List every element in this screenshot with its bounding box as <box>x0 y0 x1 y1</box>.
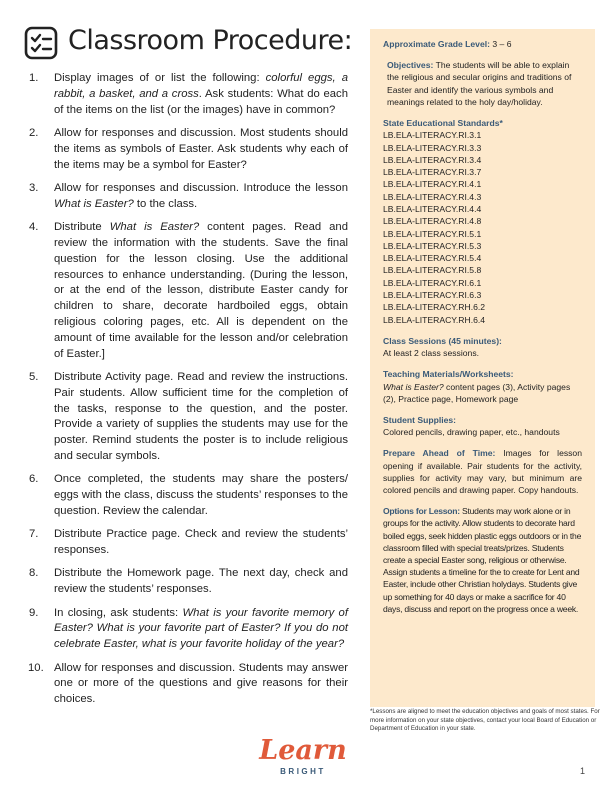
objectives-label: Objectives: <box>387 60 434 71</box>
step-text: What is Easter? <box>54 197 134 210</box>
standard-item: LB.ELA-LITERACY.RI.6.1 <box>383 277 482 288</box>
step-number: 8. <box>29 567 39 580</box>
procedure-step <box>29 71 348 118</box>
page-title: Classroom Procedure: <box>68 25 353 56</box>
grade-level-label: Approximate Grade Level: <box>383 39 490 49</box>
standard-item: LB.ELA-LITERACY.RI.5.1 <box>383 228 482 239</box>
step-text: Distribute Activity page. Read and review the instructions. Pair students. Allow sufficient time for the completion of the tasks, response to the question, and the poster. Provide a variety of supplies the students may use for the poster. Remind students the poster is to include religious and secular symbols. <box>54 370 348 462</box>
step-text: to the class. <box>133 197 198 210</box>
standard-item: LB.ELA-LITERACY.RI.3.3 <box>383 142 482 153</box>
standard-item: LB.ELA-LITERACY.RH.6.4 <box>383 314 486 325</box>
lesson-options-label: Options for Lesson: <box>383 506 460 517</box>
standard-item: LB.ELA-LITERACY.RI.3.7 <box>383 167 482 178</box>
step-number: 5. <box>29 370 39 383</box>
step-text: What is Easter? <box>109 221 200 234</box>
procedure-step <box>29 220 348 362</box>
objectives-text: The students will be able to explain the religious and secular origins and traditions of Easter and identify the various symbols and meanings related to the holy day/holiday. <box>387 60 572 107</box>
class-sessions-section <box>383 335 582 359</box>
procedure-step <box>29 527 348 559</box>
materials-title: What is Easter? <box>383 381 444 392</box>
standard-item: LB.ELA-LITERACY.RI.5.3 <box>383 240 482 251</box>
step-number: 4. <box>29 221 39 234</box>
student-supplies-label: Student Supplies: <box>383 414 457 425</box>
prepare-ahead-label: Prepare Ahead of Time: <box>383 448 496 459</box>
standards-label: State Educational Standards* <box>383 118 503 129</box>
teaching-materials-label: Teaching Materials/Worksheets: <box>383 369 514 380</box>
procedure-step <box>29 181 348 213</box>
step-number: 2. <box>29 126 39 139</box>
step-text: Once completed, the students may share the posters/ eggs with the class, discuss the students’ responses to the question. Review the calendar. <box>54 473 348 517</box>
objectives-section <box>383 59 582 108</box>
step-text: . Ask students: What do each of the items on the list (or the images) have in common? <box>54 87 348 116</box>
teaching-materials-section <box>383 368 582 405</box>
step-text: colorful eggs, a rabbit, a basket, and a cross <box>54 72 348 100</box>
step-text: Display images of or list the following: <box>54 72 266 84</box>
step-text: Allow for responses and discussion. Students may answer one or more of the questions and give reasons for their choices. <box>54 661 348 706</box>
step-text: content pages. Read and review the information with the students. Save the final question for the lesson closing. Use the additional resources to enhance understanding. (During the lesson, or at the end of the lesson, distribute Easter candy for children to share, decorate hardboiled eggs, obtain religious coloring pages, etc. All is dependent on the amount of time available for the lesson and/or celebration of Easter.] <box>54 221 348 360</box>
step-text: Distribute the Homework page. The next day, check and review the students’ responses. <box>54 567 348 596</box>
logo-subtitle: BRIGHT <box>280 767 326 776</box>
standards-list <box>383 129 582 326</box>
prepare-ahead-section <box>383 447 582 496</box>
learn-bright-logo <box>253 730 353 780</box>
step-text: Distribute Practice page. Check and review the students’ responses. <box>54 528 348 557</box>
procedure-list <box>29 71 348 716</box>
procedure-step <box>29 472 348 519</box>
logo-wordmark: Learn <box>259 735 347 766</box>
lesson-options-text: Students may work alone or in groups for the activity. Allow students to decorate hard boiled eggs, seek hidden plastic eggs outdoors or in the classroom filled with special treats/prizes. Students create a special Easter song, religious or otherwise. Assign students a timeline for the to create for Lent and Easter, include other Christian holydays. Students give up something for 40 days or make a sacrifice for 40 days, discuss and report on the progress once a week. <box>383 506 582 614</box>
step-number: 7. <box>29 528 39 541</box>
step-number: 6. <box>29 473 39 486</box>
step-text: Allow for responses and discussion. Introduce the lesson <box>54 181 348 194</box>
standard-item: LB.ELA-LITERACY.RI.4.1 <box>383 179 482 190</box>
procedure-step <box>29 661 348 708</box>
step-text: Allow for responses and discussion. Most students should the items as symbols of Easter. Ask students why each of the items may be a symbol for Easter? <box>54 126 348 171</box>
standard-item: LB.ELA-LITERACY.RI.4.8 <box>383 216 482 227</box>
standard-item: LB.ELA-LITERACY.RI.4.3 <box>383 191 482 202</box>
teaching-materials-text <box>383 381 582 405</box>
prepare-ahead-text: Images for lesson opening if available. Pair students for the activity, supplies for activity may vary, but minimum are colored pencils and drawing paper. Copy handouts. <box>383 448 582 495</box>
class-sessions-text: At least 2 class sessions. <box>383 348 480 359</box>
procedure-step <box>29 606 348 653</box>
page-number: 1 <box>580 766 586 776</box>
grade-level-value: 3 – 6 <box>492 39 512 49</box>
step-text: In closing, ask students: <box>54 606 183 619</box>
standard-item: LB.ELA-LITERACY.RI.5.4 <box>383 253 482 264</box>
step-text: What is your favorite memory of Easter? What is your favorite part of Easter? If you do not celebrate Easter, what is your favorite holiday of the year? <box>54 606 348 651</box>
procedure-step <box>29 370 348 465</box>
lesson-options-section <box>383 505 582 615</box>
student-supplies-section <box>383 414 582 438</box>
class-sessions-label: Class Sessions (45 minutes): <box>383 335 502 346</box>
student-supplies-text: Colored pencils, drawing paper, etc., handouts <box>383 427 560 438</box>
standard-item: LB.ELA-LITERACY.RI.6.3 <box>383 290 482 301</box>
materials-detail: content pages (3), Activity pages (2), Practice page, Homework page <box>383 381 571 404</box>
page-header <box>24 24 354 64</box>
standard-item: LB.ELA-LITERACY.RH.6.2 <box>383 302 486 313</box>
step-number: 1. <box>29 72 39 84</box>
standard-item: LB.ELA-LITERACY.RI.4.4 <box>383 204 482 214</box>
step-number: 9. <box>29 606 39 619</box>
standards-section <box>383 117 582 326</box>
step-text: Distribute <box>54 221 110 234</box>
grade-level <box>383 38 582 50</box>
checklist-icon <box>24 26 58 60</box>
standard-item: LB.ELA-LITERACY.RI.3.4 <box>383 154 482 165</box>
standard-item: LB.ELA-LITERACY.RI.3.1 <box>383 130 482 141</box>
standards-footnote: *Lessons are aligned to meet the education objectives and goals of most states. For more information on your state objectives, contact your local Board of Education or Department of Education in your state. <box>370 708 600 733</box>
procedure-step <box>29 126 348 173</box>
standard-item: LB.ELA-LITERACY.RI.5.8 <box>383 265 482 276</box>
procedure-step <box>29 566 348 598</box>
step-number: 10. <box>28 661 44 674</box>
lesson-info-sidebar <box>370 29 595 707</box>
step-number: 3. <box>29 181 39 194</box>
